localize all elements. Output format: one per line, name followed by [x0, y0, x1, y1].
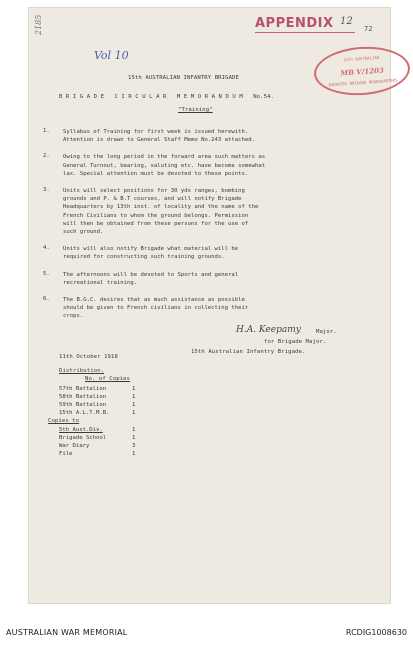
table-row: War Diary 3: [59, 443, 136, 449]
document-page: [28, 7, 398, 604]
distribution-col-header: No. of Copies: [85, 376, 131, 382]
table-row: 15th A.L.T.M.B. 1: [59, 410, 136, 416]
list-item: 6. The B.G.C. desires that as much assistance as possible should be given to French civilians in collecting their crops.: [43, 296, 249, 320]
memo-items: [43, 128, 373, 330]
signatory-rank: Major.: [316, 329, 337, 335]
appendix-underline: [255, 32, 355, 33]
archive-name: AUSTRALIAN WAR MEMORIAL: [6, 628, 128, 637]
archive-id: RCDIG1008630: [345, 628, 407, 637]
memo-title: B R I G A D E C I R C U L A R M E M O R A N D U M No.54.: [59, 94, 274, 100]
appendix-number: 12: [340, 16, 353, 27]
volume-note: Vol 10: [94, 49, 129, 62]
table-row: 59th Battalion 1: [59, 402, 136, 408]
table-row: 5th Aust.Div. 1: [59, 427, 136, 433]
table-row: Brigade School 1: [59, 435, 136, 441]
memo-subject: "Training": [178, 107, 213, 113]
page-number: 72: [364, 25, 373, 33]
list-item: 3. Units will select positions for 30 yds ranges, bombing grounds and P. & B.T courses, and will notify Brigade Headquarters by 13th inst. of locality and the name of the French Civilians to whom the ground belongs. Permission will then be obtained from these persons for the use of such ground.: [43, 187, 259, 236]
list-item: 5. The afternoons will be devoted to Sports and general recreational training.: [43, 270, 239, 286]
signatory-for: for Brigade Major.: [264, 339, 327, 345]
unit-header: 15th AUSTRALIAN INFANTRY BRIGADE: [128, 75, 239, 81]
list-item: 4. Units will also notify Brigade what material will be required for constructing such training grounds.: [43, 245, 239, 261]
distribution-heading: Distribution.: [59, 368, 105, 374]
table-row: 58th Battalion 1: [59, 394, 136, 400]
signature: H.A. Keepamy: [236, 325, 301, 335]
list-item: 1. Syllabus of Training for first week is issued herewith. Attention is drawn to General Staff Memo No.243 attached.: [43, 128, 255, 144]
signatory-unit: 15th Australian Infantry Brigade.: [191, 349, 306, 355]
file-ref-note: 2185: [34, 14, 43, 35]
memo-date: 11th October 1918: [59, 354, 118, 360]
appendix-stamp: APPENDIX: [255, 16, 334, 31]
table-row: File 1: [59, 451, 136, 457]
brigade-stamp: 15th AUSTRALIAN MB V/1203 INFANTRY BRIGADE HEADQUARTERS: [312, 44, 411, 99]
copies-heading: Copies to: [48, 418, 80, 424]
archive-footer: [0, 612, 413, 654]
list-item: 2. Owing to the long period in the forward area such matters as General Turnout, bearing, saluting etc. have become somewhat lax. Special attention must be devoted to these points.: [43, 153, 266, 177]
table-row: 57th Battalion 1: [59, 386, 136, 392]
